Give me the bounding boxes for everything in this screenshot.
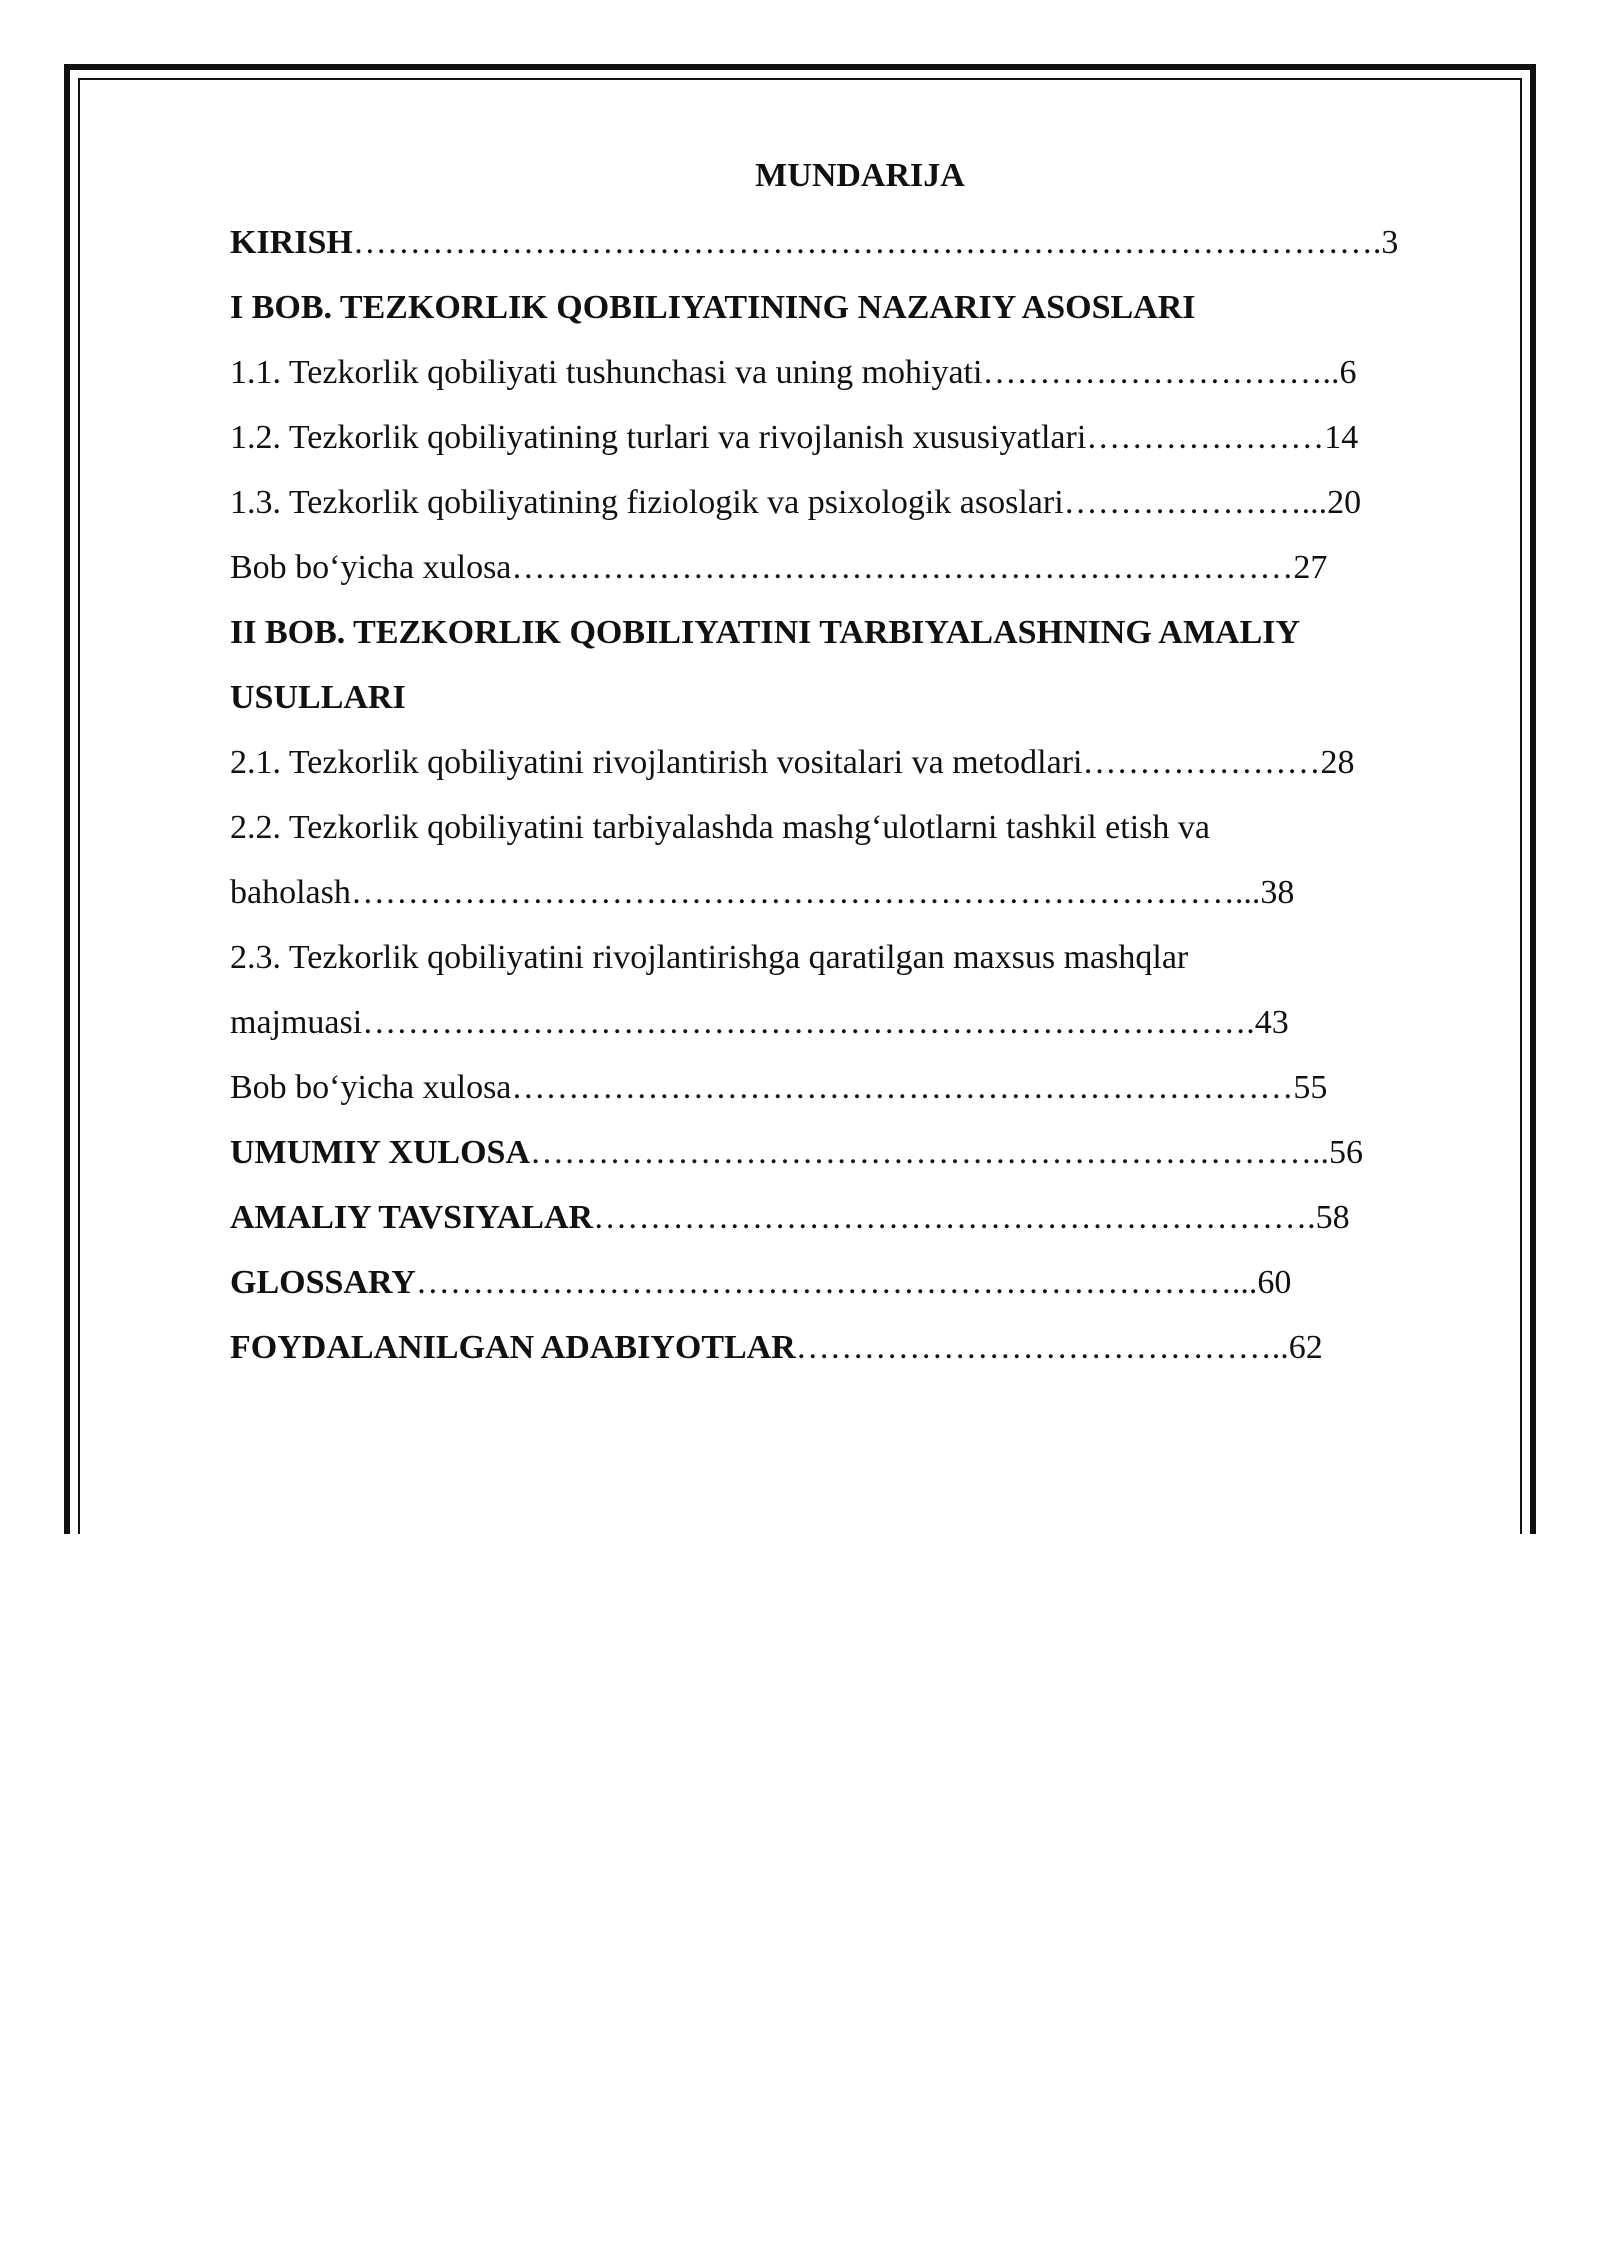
toc-page-number: 56: [1329, 1134, 1364, 1171]
toc-entry-text: GLOSSARY: [230, 1264, 416, 1301]
toc-leader-dots: ……………………………………………………….: [593, 1199, 1316, 1236]
toc-page-number: 43: [1254, 1004, 1289, 1041]
toc-leader-dots: ……………………………………………………………: [511, 549, 1294, 586]
toc-leader-dots: ……………………………………………………………..: [530, 1134, 1330, 1171]
toc-page-number: 60: [1257, 1264, 1292, 1301]
toc-chapter-heading: [230, 600, 1490, 665]
toc-entry-text: baholash: [230, 874, 351, 911]
toc-entry-text: Bob bo‘yicha xulosa: [230, 1069, 512, 1106]
toc-page-number: 62: [1288, 1329, 1323, 1366]
toc-leader-dots: …………………………..: [982, 354, 1340, 391]
toc-entry: [230, 535, 1490, 600]
toc-entry: [230, 730, 1490, 795]
toc-entry-text: 1.3. Tezkorlik qobiliyatining fiziologik va psixologik asoslari: [230, 484, 1064, 521]
toc-entry-text: 2.2. Tezkorlik qobiliyatini tarbiyalashda mashg‘ulotlarni tashkil etish va: [230, 809, 1210, 846]
toc-title: MUNDARIJA: [755, 157, 965, 194]
toc-leader-dots: …………………: [1082, 744, 1321, 781]
toc-entry-text: FOYDALANILGAN ADABIYOTLAR: [230, 1329, 796, 1366]
toc-entry-text: 1.1. Tezkorlik qobiliyati tushunchasi va uning mohiyati: [230, 354, 983, 391]
toc-page-number: 20: [1327, 484, 1362, 521]
toc-entry: [230, 795, 1490, 860]
toc-leader-dots: ……………………………………………………………………...: [350, 874, 1261, 911]
toc-entry: [230, 405, 1490, 470]
toc-leader-dots: …………………………………………………………………….: [362, 1004, 1255, 1041]
toc-leader-dots: ……………………………………..: [795, 1329, 1289, 1366]
toc-entry-text: USULLARI: [230, 679, 406, 716]
toc-page-number: 6: [1339, 354, 1357, 391]
toc-entry: [230, 1315, 1490, 1380]
toc-entry: [230, 340, 1490, 405]
toc-entry-text: 2.1. Tezkorlik qobiliyatini rivojlantirish vositalari va metodlari: [230, 744, 1083, 781]
toc-entry: [230, 470, 1490, 535]
toc-chapter-heading-continued: [230, 665, 1490, 730]
toc-entry-text: UMUMIY XULOSA: [230, 1134, 531, 1171]
toc-leader-dots: …………………: [1086, 419, 1325, 456]
toc-entry-text: I BOB. TEZKORLIK QOBILIYATINING NAZARIY ASOSLARI: [230, 289, 1196, 326]
toc-entry: [230, 925, 1490, 990]
toc-leader-dots: ……………………………………………………………: [511, 1069, 1294, 1106]
toc-entry: [230, 1250, 1490, 1315]
toc-page-number: 58: [1315, 1199, 1350, 1236]
toc-entry: [230, 1185, 1490, 1250]
toc-page-number: 38: [1260, 874, 1295, 911]
table-of-contents: [230, 150, 1490, 1380]
toc-entry-continued: [230, 860, 1490, 925]
toc-entry-text: 2.3. Tezkorlik qobiliyatini rivojlantirishga qaratilgan maxsus mashqlar: [230, 939, 1189, 976]
toc-entry: [230, 1120, 1490, 1185]
toc-page-number: 27: [1293, 549, 1328, 586]
toc-entry-text: AMALIY TAVSIYALAR: [230, 1199, 594, 1236]
toc-entry: [230, 1055, 1490, 1120]
toc-page-number: 3: [1381, 224, 1399, 261]
toc-entry-text: II BOB. TEZKORLIK QOBILIYATINI TARBIYALASHNING AMALIY: [230, 614, 1301, 651]
toc-entry-text: 1.2. Tezkorlik qobiliyatining turlari va rivojlanish xususiyatlari: [230, 419, 1087, 456]
toc-page-number: 14: [1324, 419, 1359, 456]
toc-entry-continued: [230, 990, 1490, 1055]
toc-entry: [230, 210, 1490, 275]
toc-page-number: 55: [1293, 1069, 1328, 1106]
toc-leader-dots: …………………...: [1063, 484, 1328, 521]
toc-page-number: 28: [1320, 744, 1355, 781]
toc-chapter-heading: [230, 275, 1490, 340]
toc-entry-text: majmuasi: [230, 1004, 363, 1041]
toc-entry-text: Bob bo‘yicha xulosa: [230, 549, 512, 586]
toc-entry-text: KIRISH: [230, 224, 353, 261]
toc-leader-dots: ………………………………………………………………...: [415, 1264, 1258, 1301]
toc-leader-dots: ……………………………………………………………………………….: [352, 224, 1382, 261]
